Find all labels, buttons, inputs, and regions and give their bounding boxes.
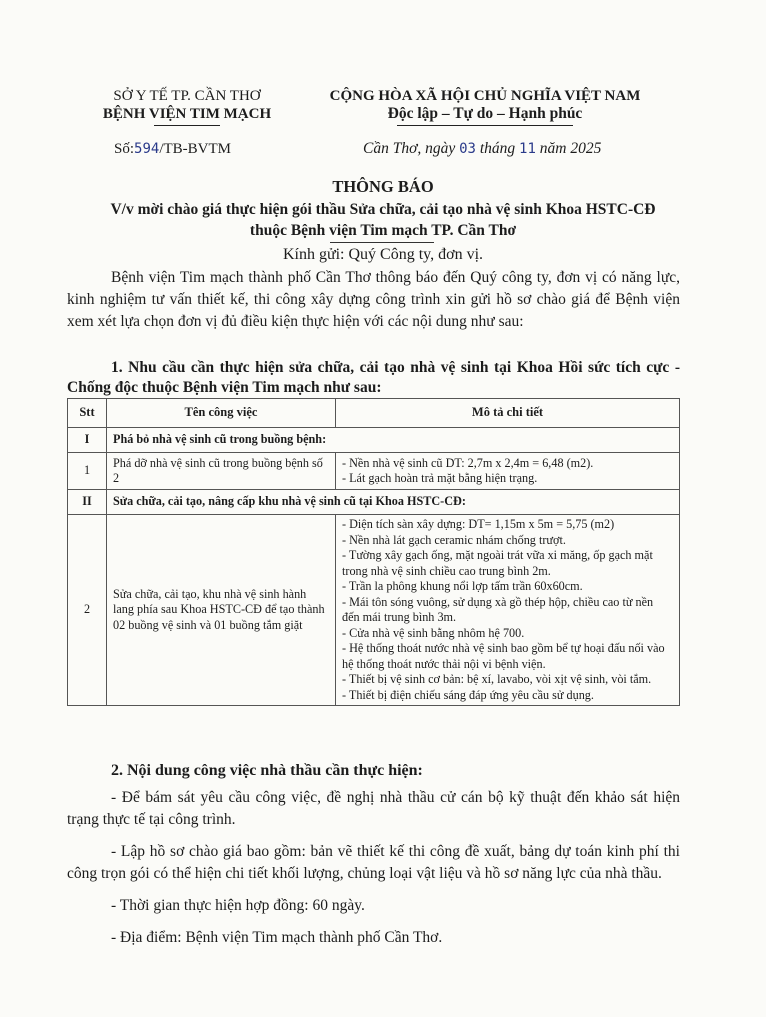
description-line: - Nền nhà lát gạch ceramic nhám chống trượt.: [342, 532, 566, 547]
description-line: - Tường xây gạch ống, mặt ngoài trát vữa xi măng, ốp gạch mặt trong nhà vệ sinh chiều cao trung bình 2m.: [342, 548, 653, 578]
row-task-name: Phá dỡ nhà vệ sinh cũ trong buồng bệnh số 2: [107, 453, 336, 490]
table-row: [68, 453, 680, 490]
row-task-name: Sửa chữa, cải tạo, khu nhà vệ sinh hành lang phía sau Khoa HSTC-CĐ để tạo thành 02 buồng vệ sinh và 01 buồng tắm giặt: [107, 515, 336, 706]
subject-line-1: V/v mời chào giá thực hiện gói thầu Sửa chữa, cải tạo nhà vệ sinh Khoa HSTC-CĐ: [110, 201, 656, 218]
number-suffix: /TB-BVTM: [159, 141, 231, 157]
motto-underline: [397, 125, 573, 126]
section2-item: - Lập hồ sơ chào giá bao gồm: bản vẽ thiết kế thi công đề xuất, bảng dự toán kinh phí thi công trọn gói có thể hiện chi tiết khối lượng, chủng loại vật liệu và hồ sơ năng lực của nhà thầu.: [67, 843, 680, 882]
number-handwritten: 594: [134, 141, 160, 157]
header-stt: Stt: [68, 399, 107, 428]
section-label: Sửa chữa, cải tạo, nâng cấp khu nhà vệ sinh cũ tại Khoa HSTC-CĐ:: [107, 490, 680, 515]
description-line: - Thiết bị vệ sinh cơ bản: bệ xí, lavabo, vòi xịt vệ sinh, vòi tắm.: [342, 672, 652, 686]
row-stt: 2: [68, 515, 107, 706]
section-stt: II: [68, 490, 107, 515]
description-line: - Lát gạch hoàn trả mặt bằng hiện trạng.: [342, 471, 538, 485]
date-mid: tháng: [479, 140, 516, 157]
intro-paragraph: Bệnh viện Tim mạch thành phố Cần Thơ thông báo đến Quý công ty, đơn vị có năng lực, kinh nghiệm tư vấn thiết kế, thi công xây dựng công trình xin gửi hồ sơ chào giá để Bệnh viện xem xét lựa chọn đơn vị đủ điều kiện thực hiện với các nội dung như sau:: [67, 269, 680, 330]
document-title: THÔNG BÁO: [332, 177, 434, 196]
section2-item: - Để bám sát yêu cầu công việc, đề nghị nhà thầu cử cán bộ kỹ thuật đến khảo sát hiện trạng thực tế tại công trình.: [67, 789, 680, 828]
table-row: [68, 515, 680, 706]
document-date: [363, 140, 601, 158]
table-header-row: [68, 399, 680, 428]
number-prefix: Số:: [114, 141, 135, 157]
description-line: - Diện tích sàn xây dựng: DT= 1,15m x 5m = 5,75 (m2): [342, 517, 615, 531]
table-section-row: [68, 428, 680, 453]
description-line: - Thiết bị điện chiếu sáng đáp ứng yêu cầu sử dụng.: [342, 687, 594, 702]
document-number: [114, 140, 231, 158]
section2-content: [67, 787, 680, 949]
works-table: [67, 398, 680, 706]
section1-heading: 1. Nhu cầu cần thực hiện sửa chữa, cải tạo nhà vệ sinh tại Khoa Hồi sức tích cực - Chống độc thuộc Bệnh viện Tim mạch như sau:: [67, 359, 680, 396]
national-header: [305, 87, 665, 126]
table-section-row: [68, 490, 680, 515]
description-line: - Trần la phông khung nổi lợp tấm trần 60x60cm.: [342, 579, 583, 593]
description-line: - Hệ thống thoát nước nhà vệ sinh bao gồm bể tự hoại đấu nối vào hệ thống thoát nước thải nội vi bệnh viện.: [342, 641, 665, 671]
date-suffix: năm 2025: [539, 140, 602, 157]
subject-underline: [330, 242, 434, 243]
greeting: Kính gửi: Quý Công ty, đơn vị.: [282, 246, 484, 263]
date-day: 03: [459, 141, 476, 157]
section2-item: - Địa điểm: Bệnh viện Tim mạch thành phố Cần Thơ.: [111, 929, 443, 946]
section-label: Phá bỏ nhà vệ sinh cũ trong buồng bệnh:: [107, 428, 680, 453]
section2-item: - Thời gian thực hiện hợp đồng: 60 ngày.: [111, 897, 365, 914]
section-stt: I: [68, 428, 107, 453]
date-prefix: Cần Thơ, ngày: [363, 140, 456, 157]
row-description: [336, 453, 680, 490]
subject-line-2: thuộc Bệnh viện Tim mạch TP. Cần Thơ: [249, 222, 517, 239]
description-line: - Mái tôn sóng vuông, sử dụng xà gồ thép hộp, chiều cao từ nền đến mái trung bình 3m.: [342, 594, 654, 624]
org-underline: [154, 125, 220, 126]
org-name: BỆNH VIỆN TIM MẠCH: [102, 106, 272, 122]
motto: Độc lập – Tự do – Hạnh phúc: [387, 105, 583, 122]
country-name: CỘNG HÒA XÃ HỘI CHỦ NGHĨA VIỆT NAM: [329, 88, 641, 104]
header-task-name: Tên công việc: [107, 399, 336, 428]
org-header: [72, 87, 302, 126]
section2-heading: 2. Nội dung công việc nhà thầu cần thực hiện:: [111, 762, 423, 779]
row-description: [336, 515, 680, 706]
row-stt: 1: [68, 453, 107, 490]
header-description: Mô tả chi tiết: [336, 399, 680, 428]
description-line: - Cửa nhà vệ sinh bằng nhôm hệ 700.: [342, 625, 525, 640]
document-subject: [40, 199, 726, 241]
description-line: - Nền nhà vệ sinh cũ DT: 2,7m x 2,4m = 6,48 (m2).: [342, 455, 594, 470]
date-month: 11: [519, 141, 536, 157]
org-parent: SỞ Y TẾ TP. CẦN THƠ: [113, 88, 261, 104]
